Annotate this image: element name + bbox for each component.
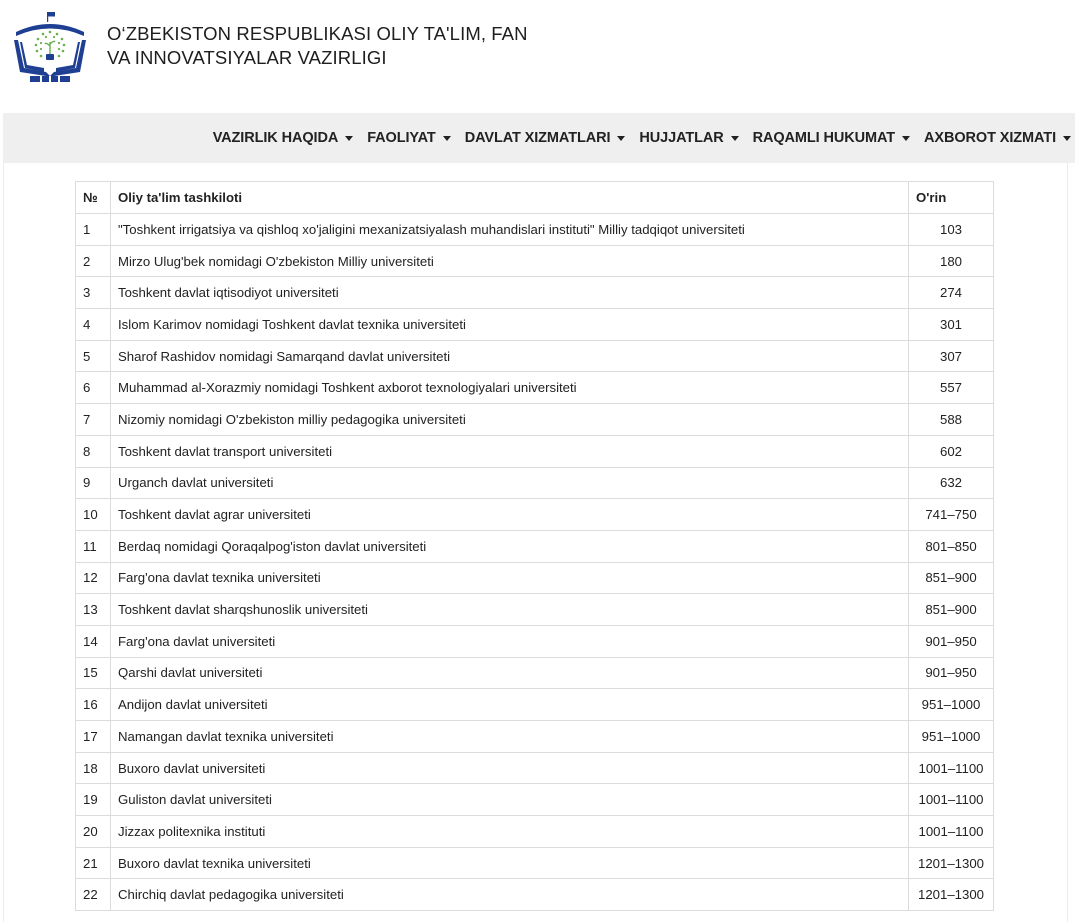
rank-value: 851–900 — [909, 562, 994, 594]
table-row — [76, 245, 994, 277]
table-row — [76, 530, 994, 562]
row-number: 12 — [76, 562, 111, 594]
institution-name: Buxoro davlat universiteti — [111, 752, 909, 784]
institution-name: Nizomiy nomidagi O'zbekiston milliy pedagogika universiteti — [111, 404, 909, 436]
nav-item-vazirlik-haqida[interactable] — [213, 130, 354, 146]
row-number: 21 — [76, 847, 111, 879]
row-number: 20 — [76, 816, 111, 848]
column-header-institution: Oliy ta'lim tashkiloti — [111, 182, 909, 214]
row-number: 15 — [76, 657, 111, 689]
institution-name: Guliston davlat universiteti — [111, 784, 909, 816]
table-row — [76, 784, 994, 816]
institution-name: Toshkent davlat agrar universiteti — [111, 499, 909, 531]
table-row — [76, 657, 994, 689]
row-number: 11 — [76, 530, 111, 562]
row-number: 17 — [76, 721, 111, 753]
row-number: 5 — [76, 340, 111, 372]
institution-name: Andijon davlat universiteti — [111, 689, 909, 721]
column-header-number: № — [76, 182, 111, 214]
row-number: 16 — [76, 689, 111, 721]
ranking-table — [75, 181, 994, 911]
rank-value: 632 — [909, 467, 994, 499]
row-number: 18 — [76, 752, 111, 784]
nav-item-davlat-xizmatlari[interactable] — [465, 130, 626, 146]
row-number: 14 — [76, 625, 111, 657]
row-number: 1 — [76, 214, 111, 246]
rank-value: 1001–1100 — [909, 784, 994, 816]
table-row — [76, 467, 994, 499]
row-number: 9 — [76, 467, 111, 499]
rank-value: 588 — [909, 404, 994, 436]
institution-name: Buxoro davlat texnika universiteti — [111, 847, 909, 879]
caret-down-icon — [617, 136, 625, 141]
ministry-title-line-2: VA INNOVATSIYALAR VAZIRLIGI — [107, 47, 387, 68]
rank-value: 901–950 — [909, 657, 994, 689]
institution-name: Sharof Rashidov nomidagi Samarqand davlat universiteti — [111, 340, 909, 372]
row-number: 6 — [76, 372, 111, 404]
table-row — [76, 372, 994, 404]
row-number: 19 — [76, 784, 111, 816]
nav-menu — [213, 113, 1071, 163]
table-body — [76, 214, 994, 911]
nav-item-axborot-xizmati[interactable] — [924, 130, 1071, 146]
rank-value: 1201–1300 — [909, 879, 994, 911]
table-row — [76, 309, 994, 341]
rank-value: 307 — [909, 340, 994, 372]
caret-down-icon — [443, 136, 451, 141]
institution-name: Toshkent davlat sharqshunoslik universiteti — [111, 594, 909, 626]
rank-value: 951–1000 — [909, 721, 994, 753]
caret-down-icon — [345, 136, 353, 141]
institution-name: Jizzax politexnika instituti — [111, 816, 909, 848]
rank-value: 741–750 — [909, 499, 994, 531]
institution-name: Islom Karimov nomidagi Toshkent davlat texnika universiteti — [111, 309, 909, 341]
column-header-rank: O'rin — [909, 182, 994, 214]
table-row — [76, 879, 994, 911]
ministry-title[interactable] — [107, 22, 528, 70]
institution-name: Muhammad al-Xorazmiy nomidagi Toshkent axborot texnologiyalari universiteti — [111, 372, 909, 404]
rank-value: 103 — [909, 214, 994, 246]
table-row — [76, 562, 994, 594]
rank-value: 602 — [909, 435, 994, 467]
rank-value: 557 — [909, 372, 994, 404]
caret-down-icon — [902, 136, 910, 141]
table-header-row — [76, 182, 994, 214]
rank-value: 1201–1300 — [909, 847, 994, 879]
row-number: 7 — [76, 404, 111, 436]
table-row — [76, 594, 994, 626]
row-number: 4 — [76, 309, 111, 341]
nav-item-label: HUJJATLAR — [639, 130, 724, 146]
caret-down-icon — [1063, 136, 1071, 141]
nav-item-label: VAZIRLIK HAQIDA — [212, 130, 339, 146]
site-header — [0, 0, 1075, 113]
nav-item-hujjatlar[interactable] — [639, 130, 738, 146]
ministry-title-line-1: O‘ZBEKISTON RESPUBLIKASI OLIY TA'LIM, FAN — [107, 23, 528, 44]
main-navigation — [3, 113, 1075, 163]
institution-name: Farg'ona davlat universiteti — [111, 625, 909, 657]
rank-value: 301 — [909, 309, 994, 341]
rank-value: 274 — [909, 277, 994, 309]
nav-item-label: FAOLIYAT — [367, 130, 436, 146]
table-row — [76, 689, 994, 721]
rank-value: 1001–1100 — [909, 752, 994, 784]
table-row — [76, 721, 994, 753]
institution-name: "Toshkent irrigatsiya va qishloq xo'jaligini mexanizatsiyalash muhandislari instituti" Milliy tadqiqot universiteti — [111, 214, 909, 246]
table-row — [76, 340, 994, 372]
institution-name: Berdaq nomidagi Qoraqalpog'iston davlat universiteti — [111, 530, 909, 562]
table-row — [76, 499, 994, 531]
rank-value: 951–1000 — [909, 689, 994, 721]
nav-item-label: RAQAMLI HUKUMAT — [752, 130, 896, 146]
row-number: 8 — [76, 435, 111, 467]
table-row — [76, 625, 994, 657]
row-number: 10 — [76, 499, 111, 531]
institution-name: Toshkent davlat transport universiteti — [111, 435, 909, 467]
nav-item-faoliyat[interactable] — [367, 130, 451, 146]
nav-item-label: AXBOROT XIZMATI — [924, 130, 1056, 146]
institution-name: Qarshi davlat universiteti — [111, 657, 909, 689]
caret-down-icon — [731, 136, 739, 141]
row-number: 13 — [76, 594, 111, 626]
nav-item-label: DAVLAT XIZMATLARI — [464, 130, 611, 146]
row-number: 22 — [76, 879, 111, 911]
rank-value: 1001–1100 — [909, 816, 994, 848]
table-row — [76, 847, 994, 879]
rank-value: 851–900 — [909, 594, 994, 626]
table-row — [76, 214, 994, 246]
institution-name: Chirchiq davlat pedagogika universiteti — [111, 879, 909, 911]
rank-value: 180 — [909, 245, 994, 277]
institution-name: Toshkent davlat iqtisodiyot universiteti — [111, 277, 909, 309]
institution-name: Namangan davlat texnika universiteti — [111, 721, 909, 753]
row-number: 3 — [76, 277, 111, 309]
institution-name: Mirzo Ulug'bek nomidagi O'zbekiston Milliy universiteti — [111, 245, 909, 277]
rank-value: 801–850 — [909, 530, 994, 562]
institution-name: Farg'ona davlat texnika universiteti — [111, 562, 909, 594]
nav-item-raqamli-hukumat[interactable] — [753, 130, 910, 146]
table-row — [76, 752, 994, 784]
table-row — [76, 435, 994, 467]
table-row — [76, 816, 994, 848]
table-row — [76, 277, 994, 309]
row-number: 2 — [76, 245, 111, 277]
institution-name: Urganch davlat universiteti — [111, 467, 909, 499]
ministry-emblem-icon[interactable] — [10, 10, 90, 86]
table-row — [76, 404, 994, 436]
rank-value: 901–950 — [909, 625, 994, 657]
